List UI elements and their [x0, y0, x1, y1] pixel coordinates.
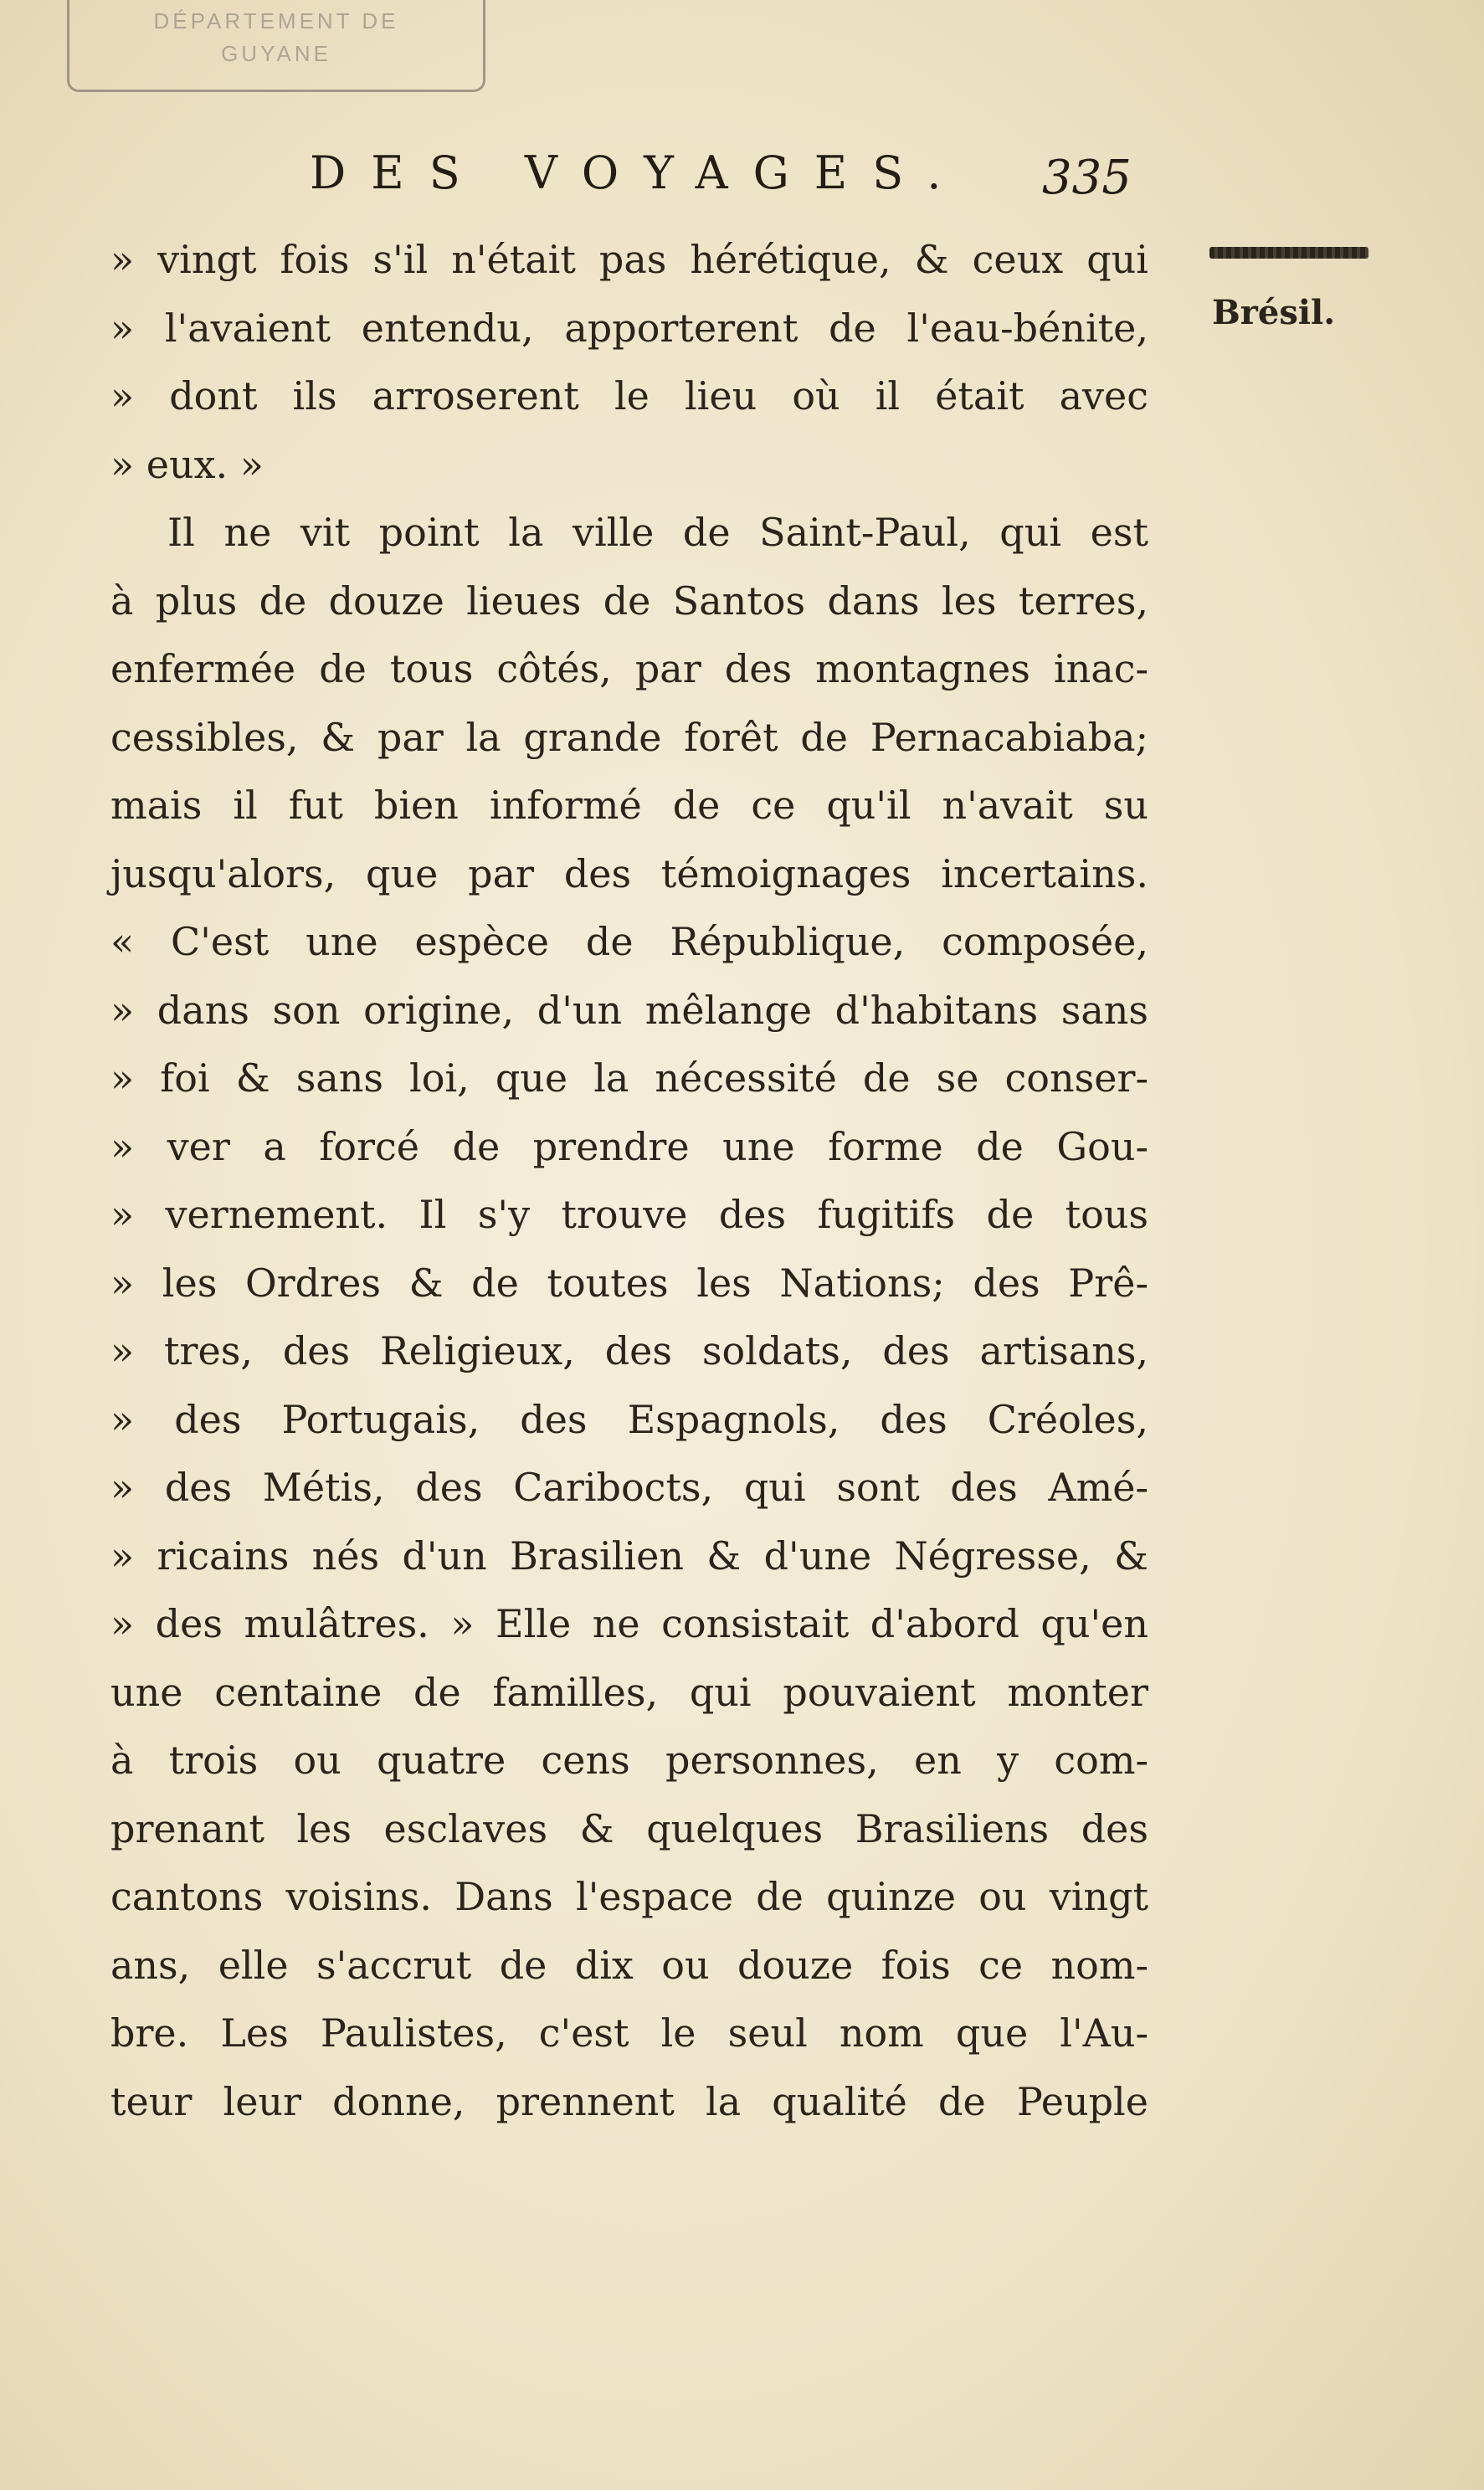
stamp-line-1: DÉPARTEMENT DE: [153, 8, 399, 33]
text-line: » des Métis, des Caribocts, qui sont des Amé-: [110, 1465, 1148, 1510]
text-line: enfermée de tous côtés, par des montagnes inac-: [110, 646, 1148, 691]
text-line: prenant les esclaves & quelques Brasiliens des: [110, 1805, 1148, 1851]
text-line: » eux. »: [110, 441, 264, 487]
text-line: une centaine de familles, qui pouvaient monter: [110, 1669, 1148, 1715]
text-line: mais il fut bien informé de ce qu'il n'avait su: [110, 783, 1148, 828]
text-line: » dont ils arroserent le lieu où il était avec: [110, 373, 1148, 418]
margin-note: Brésil.: [1212, 293, 1336, 332]
stamp-line-2: GUYANE: [221, 41, 331, 66]
text-line: » des Portugais, des Espagnols, des Créoles,: [110, 1396, 1148, 1442]
text-line: » ver a forcé de prendre une forme de Gou-: [110, 1123, 1148, 1169]
text-line: cessibles, & par la grande forêt de Pernacabiaba;: [110, 714, 1148, 760]
library-stamp: [67, 0, 485, 92]
text-line: » tres, des Religieux, des soldats, des artisans,: [110, 1328, 1148, 1373]
text-line: » ricains nés d'un Brasilien & d'une Négresse, &: [110, 1533, 1148, 1579]
text-line: à trois ou quatre cens personnes, en y com-: [110, 1738, 1148, 1783]
text-line: » vernement. Il s'y trouve des fugitifs de tous: [110, 1192, 1148, 1237]
body-text: [110, 226, 1148, 2136]
text-line: teur leur donne, prennent la qualité de Peuple: [110, 2078, 1148, 2124]
text-line: cantons voisins. Dans l'espace de quinze ou vingt: [110, 1874, 1148, 1919]
text-line: « C'est une espèce de République, composée,: [110, 919, 1148, 964]
text-line: Il ne vit point la ville de Saint-Paul, qui est: [167, 510, 1148, 555]
text-line: » vingt fois s'il n'était pas hérétique, & ceux qui: [110, 237, 1148, 282]
text-line: » foi & sans loi, que la nécessité de se conser-: [110, 1055, 1148, 1101]
margin-rule-decoration: [1209, 247, 1368, 259]
text-line: » l'avaient entendu, apporterent de l'eau-bénite,: [110, 305, 1148, 351]
text-line: » dans son origine, d'un mêlange d'habitans sans: [110, 987, 1148, 1033]
text-line: » des mulâtres. » Elle ne consistait d'abord qu'en: [110, 1601, 1148, 1646]
text-line: jusqu'alors, que par des témoignages incertains.: [110, 850, 1148, 896]
text-line: à plus de douze lieues de Santos dans les terres,: [110, 578, 1148, 624]
text-line: bre. Les Paulistes, c'est le seul nom que l'Au-: [110, 2010, 1148, 2056]
text-line: » les Ordres & de toutes les Nations; des Prê-: [110, 1260, 1148, 1306]
text-line: ans, elle s'accrut de dix ou douze fois ce nom-: [110, 1942, 1148, 1988]
running-head: DES VOYAGES.: [310, 146, 967, 199]
page-number: 335: [1042, 151, 1132, 205]
